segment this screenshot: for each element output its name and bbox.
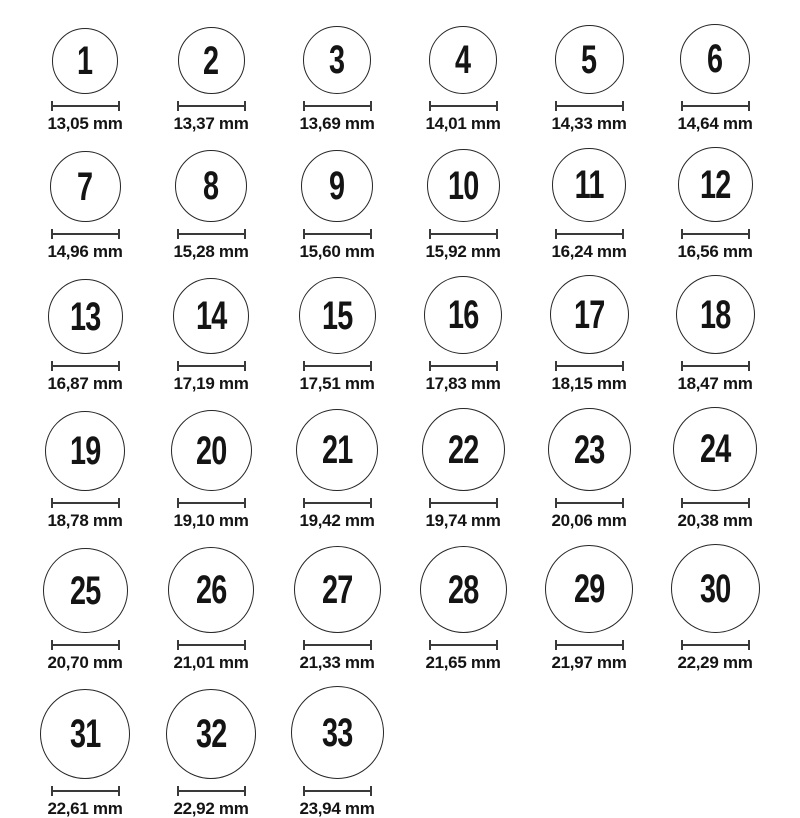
ruler-tick-right: [622, 498, 624, 508]
diameter-ruler: [555, 361, 624, 371]
ring-size-number: 4: [455, 38, 471, 82]
diameter-ruler: [681, 101, 750, 111]
ring-circle: [550, 275, 629, 354]
ring-circle: [299, 277, 376, 354]
ruler-line: [555, 233, 624, 235]
ruler-tick-right: [370, 361, 372, 371]
ruler-line: [303, 644, 372, 646]
ruler-line: [681, 233, 750, 235]
ring-size-number: 13: [69, 294, 101, 339]
ring-circle: [680, 24, 750, 94]
diameter-label: 21,33 mm: [299, 653, 375, 672]
diameter-label: 20,06 mm: [551, 511, 627, 530]
ruler-line: [681, 502, 750, 504]
diameter-ruler: [681, 498, 750, 508]
ring-size-number: 33: [321, 710, 353, 755]
diameter-ruler: [177, 101, 246, 111]
diameter-label: 14,96 mm: [47, 242, 123, 261]
ring-size-item: [274, 150, 400, 261]
ruler-line: [177, 105, 246, 107]
diameter-label: 20,38 mm: [677, 511, 753, 530]
diameter-label: 15,92 mm: [425, 242, 501, 261]
ring-circle: [303, 26, 371, 94]
ruler-line: [429, 365, 498, 367]
ring-circle: [40, 689, 130, 779]
diameter-ruler: [303, 498, 372, 508]
diameter-label: 19,74 mm: [425, 511, 501, 530]
ruler-tick-right: [370, 640, 372, 650]
diameter-ruler: [681, 640, 750, 650]
diameter-label: 18,47 mm: [677, 374, 753, 393]
ruler-tick-right: [118, 786, 120, 796]
ring-size-item: [148, 547, 274, 672]
ring-size-item: [22, 689, 148, 818]
ruler-tick-right: [748, 498, 750, 508]
ring-circle: [545, 545, 633, 633]
ring-circle: [291, 686, 384, 779]
diameter-label: 21,97 mm: [551, 653, 627, 672]
ring-size-item: [22, 548, 148, 672]
ring-size-item: [274, 546, 400, 672]
ruler-tick-right: [748, 361, 750, 371]
ruler-line: [51, 233, 120, 235]
ring-size-number: 18: [699, 292, 731, 337]
ruler-tick-right: [748, 101, 750, 111]
diameter-ruler: [51, 229, 120, 239]
ruler-tick-right: [622, 229, 624, 239]
ring-circle: [548, 408, 631, 491]
ring-circle: [671, 544, 760, 633]
ring-size-item: [526, 275, 652, 393]
diameter-ruler: [51, 786, 120, 796]
ring-size-item: [22, 28, 148, 133]
chart-row: [22, 24, 778, 133]
diameter-ruler: [303, 101, 372, 111]
diameter-ruler: [555, 498, 624, 508]
ruler-tick-right: [496, 101, 498, 111]
diameter-label: 18,15 mm: [551, 374, 627, 393]
ring-size-number: 11: [574, 163, 604, 207]
ring-size-item: [274, 409, 400, 530]
ring-circle: [50, 151, 121, 222]
ring-size-item: [652, 147, 778, 261]
ruler-tick-right: [496, 640, 498, 650]
ring-size-number: 31: [69, 712, 101, 756]
ring-size-number: 6: [707, 37, 723, 81]
diameter-label: 22,29 mm: [677, 653, 753, 672]
diameter-ruler: [555, 101, 624, 111]
ring-size-number: 20: [195, 428, 227, 473]
ring-size-number: 9: [329, 164, 345, 208]
ring-size-number: 30: [699, 566, 731, 611]
ring-size-number: 32: [195, 712, 227, 756]
ring-size-item: [526, 148, 652, 261]
ring-size-number: 17: [573, 292, 605, 337]
chart-row: [22, 275, 778, 393]
ring-circle: [48, 279, 123, 354]
ring-size-item: [400, 546, 526, 672]
ring-size-item: [652, 275, 778, 393]
ruler-tick-right: [118, 640, 120, 650]
diameter-ruler: [177, 361, 246, 371]
chart-row: [22, 147, 778, 261]
ruler-line: [51, 105, 120, 107]
diameter-label: 23,94 mm: [299, 799, 375, 818]
ring-size-number: 27: [321, 567, 353, 612]
ring-circle: [168, 547, 254, 633]
diameter-ruler: [51, 640, 120, 650]
ring-circle: [673, 407, 757, 491]
diameter-ruler: [177, 640, 246, 650]
ruler-tick-right: [622, 101, 624, 111]
ruler-line: [681, 644, 750, 646]
ring-size-item: [400, 276, 526, 393]
diameter-label: 17,83 mm: [425, 374, 501, 393]
ruler-line: [51, 644, 120, 646]
ruler-tick-right: [496, 361, 498, 371]
ruler-line: [429, 502, 498, 504]
diameter-label: 13,05 mm: [47, 114, 123, 133]
diameter-ruler: [177, 786, 246, 796]
ring-size-number: 16: [447, 293, 479, 337]
ruler-tick-right: [244, 786, 246, 796]
ring-circle: [43, 548, 128, 633]
diameter-ruler: [555, 229, 624, 239]
ruler-tick-right: [118, 361, 120, 371]
diameter-label: 16,24 mm: [551, 242, 627, 261]
ring-circle: [171, 410, 252, 491]
ruler-line: [51, 365, 120, 367]
ring-size-item: [526, 25, 652, 133]
ruler-line: [303, 365, 372, 367]
ruler-line: [51, 790, 120, 792]
ring-circle: [173, 278, 249, 354]
ring-size-number: 5: [581, 37, 597, 82]
diameter-ruler: [681, 229, 750, 239]
diameter-ruler: [555, 640, 624, 650]
diameter-label: 19,10 mm: [173, 511, 249, 530]
ruler-line: [555, 105, 624, 107]
ruler-line: [555, 365, 624, 367]
ring-circle: [301, 150, 373, 222]
diameter-label: 22,92 mm: [173, 799, 249, 818]
diameter-label: 14,64 mm: [677, 114, 753, 133]
ring-size-item: [652, 407, 778, 530]
ring-size-number: 14: [195, 294, 227, 338]
diameter-label: 21,65 mm: [425, 653, 501, 672]
ruler-tick-right: [370, 101, 372, 111]
ring-size-item: [148, 278, 274, 393]
ring-size-item: [274, 686, 400, 818]
ring-size-item: [400, 408, 526, 530]
ring-size-item: [22, 279, 148, 393]
ring-size-item: [652, 544, 778, 672]
ring-circle: [166, 689, 256, 779]
diameter-label: 15,60 mm: [299, 242, 375, 261]
ruler-line: [555, 502, 624, 504]
ring-circle: [45, 411, 125, 491]
ruler-line: [51, 502, 120, 504]
ruler-tick-right: [622, 361, 624, 371]
diameter-label: 14,01 mm: [425, 114, 501, 133]
ruler-line: [303, 233, 372, 235]
ring-circle: [424, 276, 502, 354]
ring-size-item: [148, 689, 274, 818]
diameter-ruler: [51, 361, 120, 371]
ring-circle: [555, 25, 624, 94]
ring-circle: [427, 149, 500, 222]
ruler-tick-right: [496, 229, 498, 239]
ruler-tick-right: [118, 229, 120, 239]
ring-size-item: [148, 410, 274, 530]
ruler-line: [177, 502, 246, 504]
ring-circle: [552, 148, 626, 222]
ring-size-item: [148, 27, 274, 133]
ruler-tick-right: [748, 229, 750, 239]
diameter-label: 16,87 mm: [47, 374, 123, 393]
ruler-tick-right: [748, 640, 750, 650]
diameter-label: 18,78 mm: [47, 511, 123, 530]
ring-size-item: [526, 408, 652, 530]
ring-size-number: 23: [573, 427, 605, 472]
ring-circle: [676, 275, 755, 354]
ring-size-number: 25: [69, 568, 101, 613]
ring-size-number: 8: [203, 164, 219, 208]
diameter-ruler: [51, 498, 120, 508]
ring-circle: [296, 409, 378, 491]
ruler-line: [555, 644, 624, 646]
ruler-line: [177, 233, 246, 235]
diameter-label: 19,42 mm: [299, 511, 375, 530]
ring-size-number: 7: [77, 164, 93, 209]
diameter-label: 13,69 mm: [299, 114, 375, 133]
ring-circle: [52, 28, 118, 94]
diameter-ruler: [429, 101, 498, 111]
ruler-line: [681, 365, 750, 367]
ruler-line: [303, 790, 372, 792]
ring-size-item: [22, 411, 148, 530]
diameter-ruler: [177, 229, 246, 239]
ring-circle: [175, 150, 247, 222]
chart-row: [22, 544, 778, 672]
diameter-label: 16,56 mm: [677, 242, 753, 261]
diameter-label: 15,28 mm: [173, 242, 249, 261]
chart-row: [22, 686, 778, 818]
ring-circle: [178, 27, 245, 94]
ruler-line: [429, 644, 498, 646]
ring-size-number: 26: [195, 568, 227, 612]
diameter-label: 14,33 mm: [551, 114, 627, 133]
ruler-tick-right: [118, 498, 120, 508]
ring-size-item: [22, 151, 148, 261]
ruler-line: [177, 644, 246, 646]
ring-circle: [429, 26, 497, 94]
diameter-ruler: [303, 229, 372, 239]
ruler-tick-right: [370, 498, 372, 508]
diameter-ruler: [51, 101, 120, 111]
ring-size-item: [400, 26, 526, 133]
ruler-line: [303, 105, 372, 107]
ruler-tick-right: [370, 786, 372, 796]
diameter-label: 17,19 mm: [173, 374, 249, 393]
ring-circle: [422, 408, 505, 491]
ruler-line: [681, 105, 750, 107]
ruler-tick-right: [370, 229, 372, 239]
ring-size-number: 2: [203, 38, 219, 83]
ring-size-number: 22: [447, 427, 479, 472]
ring-size-item: [526, 545, 652, 672]
diameter-ruler: [303, 786, 372, 796]
ring-size-item: [400, 149, 526, 261]
diameter-label: 13,37 mm: [173, 114, 249, 133]
ruler-tick-right: [244, 361, 246, 371]
diameter-label: 22,61 mm: [47, 799, 123, 818]
diameter-ruler: [303, 640, 372, 650]
ring-size-item: [274, 277, 400, 393]
ring-circle: [420, 546, 507, 633]
ring-size-number: 3: [329, 38, 345, 82]
ring-size-item: [652, 24, 778, 133]
ruler-tick-right: [244, 640, 246, 650]
ruler-line: [177, 365, 246, 367]
ring-circle: [294, 546, 381, 633]
ruler-tick-right: [622, 640, 624, 650]
ring-size-number: 21: [321, 428, 353, 472]
diameter-label: 21,01 mm: [173, 653, 249, 672]
ruler-tick-right: [118, 101, 120, 111]
ruler-tick-right: [244, 229, 246, 239]
ruler-line: [429, 105, 498, 107]
diameter-ruler: [681, 361, 750, 371]
chart-row: [22, 407, 778, 530]
ring-size-number: 29: [573, 567, 605, 611]
ruler-line: [429, 233, 498, 235]
ruler-tick-right: [496, 498, 498, 508]
ring-circle: [678, 147, 753, 222]
diameter-label: 17,51 mm: [299, 374, 375, 393]
ruler-line: [303, 502, 372, 504]
ruler-tick-right: [244, 101, 246, 111]
ring-size-number: 19: [69, 429, 101, 473]
diameter-ruler: [429, 640, 498, 650]
ring-size-number: 28: [447, 567, 479, 612]
ring-size-number: 24: [699, 427, 731, 471]
ring-size-number: 12: [699, 162, 731, 207]
diameter-ruler: [429, 361, 498, 371]
ruler-tick-right: [244, 498, 246, 508]
ruler-line: [177, 790, 246, 792]
diameter-ruler: [177, 498, 246, 508]
diameter-label: 20,70 mm: [47, 653, 123, 672]
ring-size-number: 10: [447, 163, 479, 208]
ring-size-number: 1: [77, 39, 93, 83]
ring-size-number: 15: [321, 293, 353, 338]
ring-size-item: [274, 26, 400, 133]
diameter-ruler: [303, 361, 372, 371]
diameter-ruler: [429, 229, 498, 239]
ring-size-item: [148, 150, 274, 261]
diameter-ruler: [429, 498, 498, 508]
